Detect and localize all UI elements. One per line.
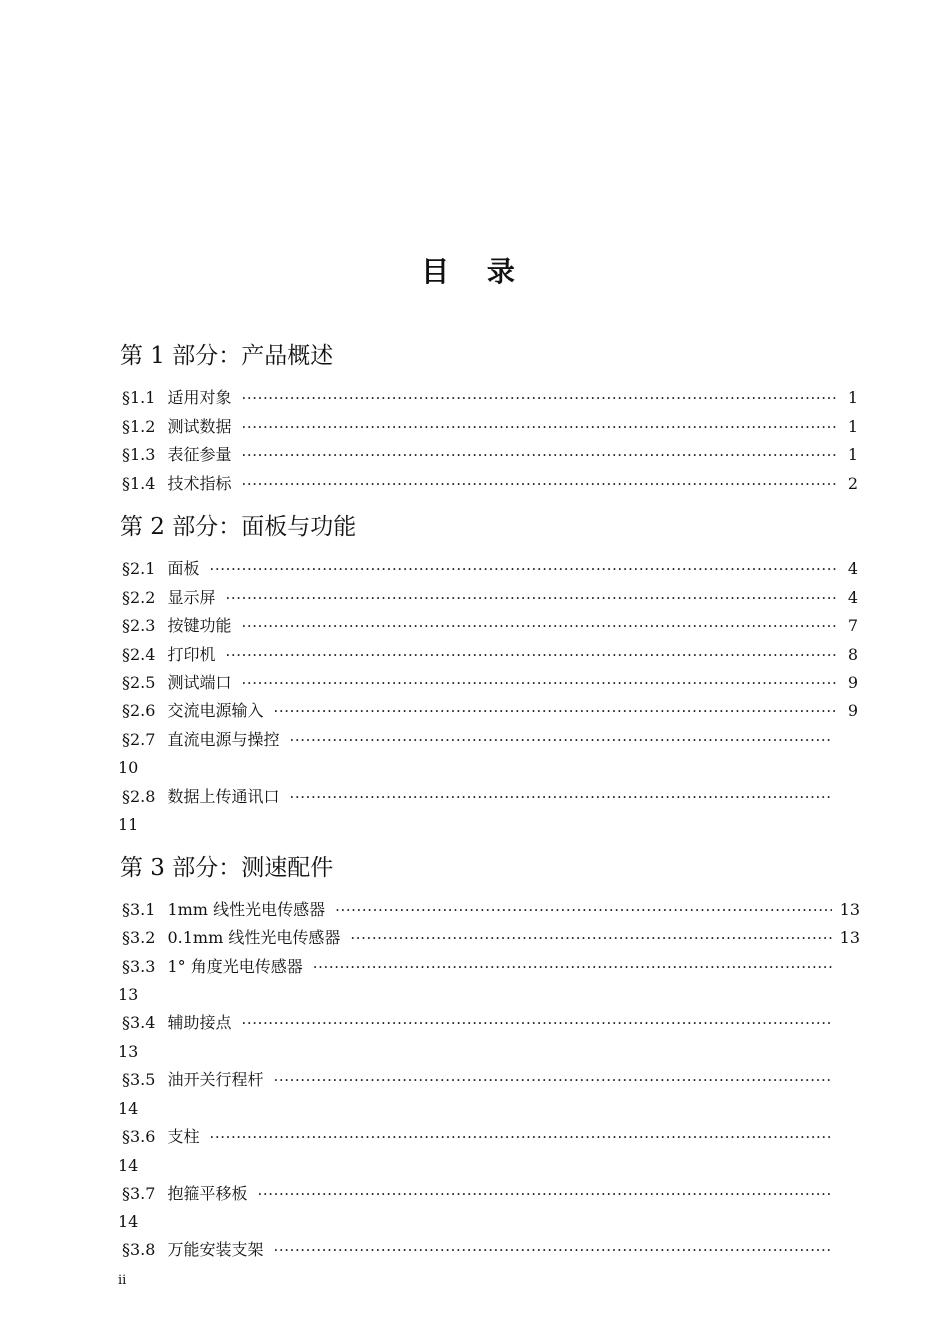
dot-leader xyxy=(241,671,838,695)
toc-entry[interactable] xyxy=(122,1068,836,1092)
entry-page-wrapped[interactable]: 10 xyxy=(118,758,139,777)
entry-title: 测试数据 xyxy=(167,417,232,436)
entry-number: §1.3 xyxy=(122,445,156,464)
entry-title: 数据上传通讯口 xyxy=(167,787,280,806)
toc-entry[interactable] xyxy=(122,926,860,950)
dot-leader xyxy=(241,614,838,638)
entry-number: §1.2 xyxy=(122,417,156,436)
toc-entry[interactable] xyxy=(122,415,858,439)
entry-page-wrapped[interactable]: 14 xyxy=(118,1212,139,1231)
entry-number: §1.1 xyxy=(122,388,156,407)
toc-entry[interactable] xyxy=(122,472,858,496)
toc-entry[interactable] xyxy=(122,1238,836,1262)
entry-number: §2.1 xyxy=(122,559,156,578)
entry-title: 支柱 xyxy=(167,1127,200,1146)
entry-title: 适用对象 xyxy=(167,388,232,407)
entry-page: 13 xyxy=(839,928,860,947)
entry-number: §1.4 xyxy=(122,474,156,493)
entry-title: 0.1mm 线性光电传感器 xyxy=(167,928,341,947)
toc-entry[interactable] xyxy=(122,699,858,723)
entry-title: 打印机 xyxy=(167,645,216,664)
dot-leader xyxy=(350,926,831,950)
entry-number: §3.3 xyxy=(122,957,156,976)
entry-number: §3.1 xyxy=(122,900,156,919)
part-2-heading: 第 2 部分：面板与功能 xyxy=(120,514,357,540)
dot-leader xyxy=(225,643,838,667)
dot-leader xyxy=(209,557,838,581)
entry-title: 交流电源输入 xyxy=(167,701,264,720)
toc-entry[interactable] xyxy=(122,386,858,410)
part-1-heading: 第 1 部分：产品概述 xyxy=(120,343,334,369)
dot-leader xyxy=(241,386,838,410)
entry-page-wrapped[interactable]: 14 xyxy=(118,1099,139,1118)
dot-leader xyxy=(289,785,832,809)
entry-page-wrapped[interactable]: 11 xyxy=(118,815,139,834)
entry-page: 2 xyxy=(847,474,858,493)
entry-number: §3.7 xyxy=(122,1184,156,1203)
dot-leader xyxy=(335,898,832,922)
entry-page: 1 xyxy=(847,417,858,436)
toc-entry[interactable] xyxy=(122,557,858,581)
entry-page: 8 xyxy=(847,645,858,664)
entry-number: §3.4 xyxy=(122,1013,156,1032)
page-title: 目 录 xyxy=(421,255,529,288)
dot-leader xyxy=(289,728,832,752)
entry-number: §3.2 xyxy=(122,928,156,947)
entry-number: §2.2 xyxy=(122,588,156,607)
entry-title: 测试端口 xyxy=(167,673,232,692)
entry-number: §2.5 xyxy=(122,673,156,692)
toc-entry[interactable] xyxy=(122,1011,836,1035)
dot-leader xyxy=(313,955,832,979)
dot-leader xyxy=(241,472,838,496)
toc-entry[interactable] xyxy=(122,728,836,752)
entry-page: 1 xyxy=(847,388,858,407)
entry-page-wrapped[interactable]: 14 xyxy=(118,1156,139,1175)
entry-title: 抱箍平移板 xyxy=(167,1184,248,1203)
entry-number: §3.8 xyxy=(122,1240,156,1259)
entry-title: 1° 角度光电传感器 xyxy=(167,957,303,976)
toc-entry[interactable] xyxy=(122,898,860,922)
entry-title: 直流电源与操控 xyxy=(167,730,280,749)
toc-entry[interactable] xyxy=(122,586,858,610)
toc-entry[interactable] xyxy=(122,614,858,638)
toc-entry[interactable] xyxy=(122,785,836,809)
entry-title: 技术指标 xyxy=(167,474,232,493)
entry-number: §2.4 xyxy=(122,645,156,664)
entry-page: 4 xyxy=(847,559,858,578)
dot-leader xyxy=(241,443,838,467)
entry-title: 面板 xyxy=(167,559,200,578)
toc-entry[interactable] xyxy=(122,671,858,695)
toc-entry[interactable] xyxy=(122,955,836,979)
footer-page-number: ii xyxy=(118,1273,127,1288)
entry-page: 4 xyxy=(847,588,858,607)
dot-leader xyxy=(209,1125,832,1149)
toc-entry[interactable] xyxy=(122,643,858,667)
part-3-heading: 第 3 部分：测速配件 xyxy=(120,855,334,881)
entry-number: §3.6 xyxy=(122,1127,156,1146)
entry-title: 1mm 线性光电传感器 xyxy=(167,900,326,919)
dot-leader xyxy=(241,1011,832,1035)
dot-leader xyxy=(273,1068,832,1092)
entry-number: §2.7 xyxy=(122,730,156,749)
dot-leader xyxy=(241,415,838,439)
toc-entry[interactable] xyxy=(122,1125,836,1149)
entry-title: 辅助接点 xyxy=(167,1013,232,1032)
entry-number: §2.8 xyxy=(122,787,156,806)
entry-title: 表征参量 xyxy=(167,445,232,464)
dot-leader xyxy=(257,1182,832,1206)
entry-page: 9 xyxy=(847,673,858,692)
toc-entry[interactable] xyxy=(122,443,858,467)
entry-page: 1 xyxy=(847,445,858,464)
dot-leader xyxy=(273,699,838,723)
entry-page: 9 xyxy=(847,701,858,720)
entry-title: 油开关行程杆 xyxy=(167,1070,264,1089)
entry-title: 显示屏 xyxy=(167,588,216,607)
entry-page: 7 xyxy=(847,616,858,635)
toc-entry[interactable] xyxy=(122,1182,836,1206)
entry-number: §3.5 xyxy=(122,1070,156,1089)
dot-leader xyxy=(273,1238,832,1262)
entry-page: 13 xyxy=(839,900,860,919)
entry-number: §2.3 xyxy=(122,616,156,635)
dot-leader xyxy=(225,586,838,610)
entry-page-wrapped[interactable]: 13 xyxy=(118,1042,139,1061)
entry-page-wrapped[interactable]: 13 xyxy=(118,985,139,1004)
entry-title: 万能安装支架 xyxy=(167,1240,264,1259)
entry-number: §2.6 xyxy=(122,701,156,720)
entry-title: 按键功能 xyxy=(167,616,232,635)
